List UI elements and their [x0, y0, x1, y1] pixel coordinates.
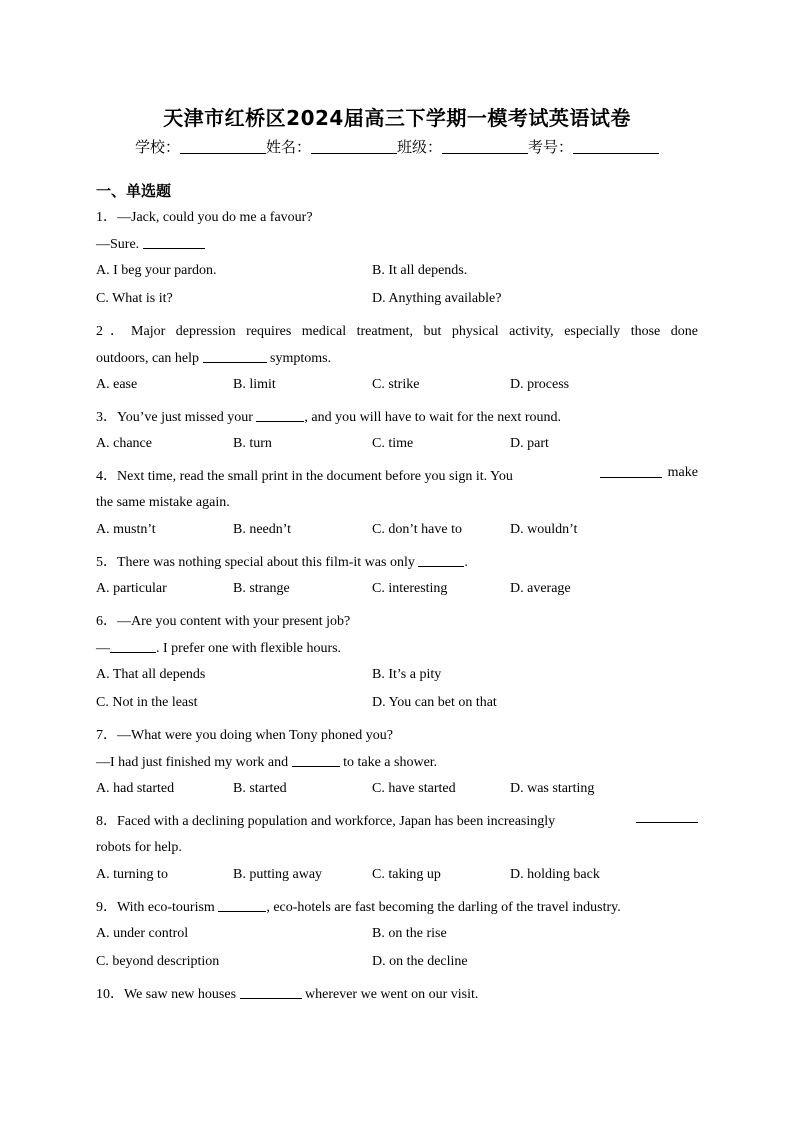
page-title: 天津市红桥区2024届高三下学期一模考试英语试卷 [163, 106, 631, 130]
option-b: B. on the rise [372, 926, 447, 941]
question-3-line-1: 3．You’ve just missed your , and you will have to wait for the next round. [96, 410, 561, 425]
section-heading: 一、单选题 [96, 182, 172, 200]
option-c: C. What is it? [96, 291, 173, 306]
option-a: A. particular [96, 581, 167, 596]
answer-blank [256, 409, 304, 422]
question-10-line-1: 10．We saw new houses wherever we went on our visit. [96, 987, 479, 1002]
option-a: A. That all depends [96, 667, 206, 682]
answer-blank [418, 554, 464, 567]
option-b: B. putting away [233, 867, 323, 882]
class-blank[interactable] [442, 139, 528, 154]
question-2-line-1: 2．Major depression requires medical treatment, but physical activity, especially those done [96, 324, 698, 339]
answer-blank [600, 465, 662, 478]
question-7-line-1: 7．—What were you doing when Tony phoned you? [96, 728, 393, 743]
option-b: B. started [233, 781, 287, 796]
option-b: B. turn [233, 436, 272, 451]
question-1-line-2: —Sure. [96, 236, 698, 253]
question-7-line-2: —I had just finished my work and to take a shower. [96, 755, 438, 770]
option-a: A. ease [96, 377, 138, 392]
answer-blank [218, 899, 266, 912]
option-c: C. have started [372, 781, 456, 796]
name-blank[interactable] [311, 139, 397, 154]
answer-blank [240, 986, 302, 999]
answer-blank [110, 640, 156, 653]
name-label: 姓名： [265, 138, 311, 156]
answer-blank [636, 810, 698, 823]
question-4-line-1: 4．Next time, read the small print in the document before you sign it. You make [96, 465, 698, 484]
option-b: B. It’s a pity [372, 667, 442, 682]
number-blank[interactable] [573, 139, 659, 154]
question-9-line-1: 9．With eco-tourism , eco-hotels are fast becoming the darling of the travel industry. [96, 900, 621, 915]
question-2-line-2: outdoors, can help symptoms. [96, 351, 332, 366]
option-c: C. don’t have to [372, 522, 462, 537]
option-d: D. on the decline [372, 954, 468, 969]
question-8-line-2: robots for help. [96, 840, 182, 855]
option-d: D. holding back [510, 867, 600, 882]
class-label: 班级： [397, 138, 443, 156]
answer-blank [292, 754, 340, 767]
option-b: B. It all depends. [372, 263, 468, 278]
answer-blank [143, 236, 205, 249]
question-1-line-1: 1．—Jack, could you do me a favour? [96, 210, 313, 225]
option-c: C. beyond description [96, 954, 220, 969]
option-a: A. chance [96, 436, 152, 451]
question-6-line-2: — . I prefer one with flexible hours. [96, 641, 342, 656]
option-b: B. needn’t [233, 522, 292, 537]
number-label: 考号： [528, 138, 574, 156]
answer-blank [203, 350, 267, 363]
option-d: D. was starting [510, 781, 595, 796]
question-6-line-1: 6．—Are you content with your present job? [96, 614, 351, 629]
option-a: A. I beg your pardon. [96, 263, 217, 278]
option-d: D. process [510, 377, 570, 392]
school-label: 学校： [134, 138, 180, 156]
option-c: C. interesting [372, 581, 448, 596]
option-d: D. part [510, 436, 549, 451]
option-d: D. average [510, 581, 571, 596]
option-c: C. time [372, 436, 414, 451]
student-info-line [0, 136, 794, 157]
option-c: C. taking up [372, 867, 441, 882]
option-d: D. You can bet on that [372, 695, 497, 710]
option-d: D. Anything available? [372, 291, 502, 306]
option-b: B. strange [233, 581, 290, 596]
option-a: A. turning to [96, 867, 168, 882]
question-8-line-1: 8．Faced with a declining population and workforce, Japan has been increasingly [96, 810, 698, 830]
option-a: A. had started [96, 781, 175, 796]
option-c: C. strike [372, 377, 420, 392]
option-a: A. under control [96, 926, 189, 941]
option-c: C. Not in the least [96, 695, 198, 710]
option-a: A. mustn’t [96, 522, 156, 537]
question-4-line-2: the same mistake again. [96, 495, 230, 510]
school-blank[interactable] [180, 139, 266, 154]
option-b: B. limit [233, 377, 276, 392]
question-5-line-1: 5．There was nothing special about this film-it was only . [96, 555, 468, 570]
option-d: D. wouldn’t [510, 522, 578, 537]
